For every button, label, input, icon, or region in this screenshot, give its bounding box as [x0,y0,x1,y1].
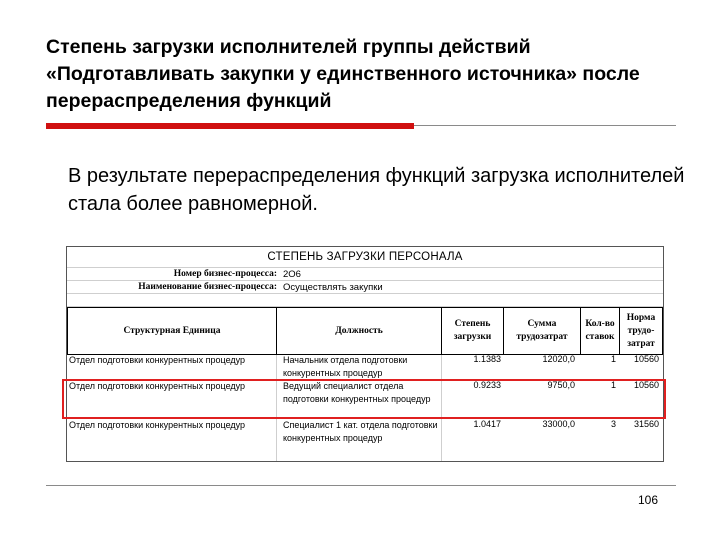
cell-position: Начальник отдела подготовки конкурентных процедур [283,355,408,378]
cell-unit: Отдел подготовки конкурентных процедур [69,355,246,365]
slide-body-text: В результате перераспределения функций загрузка исполнителей стала более равномерной. [68,165,685,215]
footer-rule [46,485,676,486]
cell-load: 1.1383 [473,354,501,364]
cell-sum: 9750,0 [547,380,575,390]
meta-label-process-number: Номер бизнес-процесса: [173,269,277,279]
cell-sum: 33000,0 [542,419,575,429]
spreadsheet-image [66,246,664,462]
meta-value-process-name: Осуществлять закупки [283,282,383,293]
sheet-title: СТЕПЕНЬ ЗАГРУЗКИ ПЕРСОНАЛА [267,251,463,263]
header-count: Кол-во ставок [580,307,620,355]
header-position: Должность [276,307,442,355]
cell-unit: Отдел подготовки конкурентных процедур [69,420,246,430]
slide-title: Степень загрузки исполнителей группы действий «Подготавливать закупки у единственного источника» после перераспределения функций [46,36,640,112]
cell-count: 3 [610,419,616,429]
header-sum: Сумма трудозатрат [503,307,581,355]
sheet-gridline [67,267,663,268]
cell-count: 1 [610,380,616,390]
cell-load: 1.0417 [473,419,501,429]
sheet-gridline [67,280,663,281]
cell-position: Специалист 1 кат. отдела подготовки конкурентных процедур [283,420,438,443]
cell-position: Ведущий специалист отдела подготовки конкурентных процедур [283,381,431,404]
row-highlight-box [62,379,666,419]
cell-norm: 10560 [633,354,659,364]
meta-label-process-name: Наименование бизнес-процесса: [138,282,277,292]
cell-norm: 31560 [633,419,659,429]
header-load: Степень загрузки [441,307,504,355]
cell-count: 1 [610,354,616,364]
cell-unit: Отдел подготовки конкурентных процедур [69,381,246,391]
cell-norm: 10560 [633,380,659,390]
header-norm: Норма трудо-затрат [619,307,663,355]
title-underline-red [46,123,414,129]
cell-sum: 12020,0 [542,354,575,364]
sheet-gridline [67,293,663,294]
cell-load: 0.9233 [473,380,501,390]
header-unit: Структурная Единица [67,307,277,355]
page-number: 106 [638,493,659,507]
meta-value-process-number: 2О6 [283,269,301,280]
